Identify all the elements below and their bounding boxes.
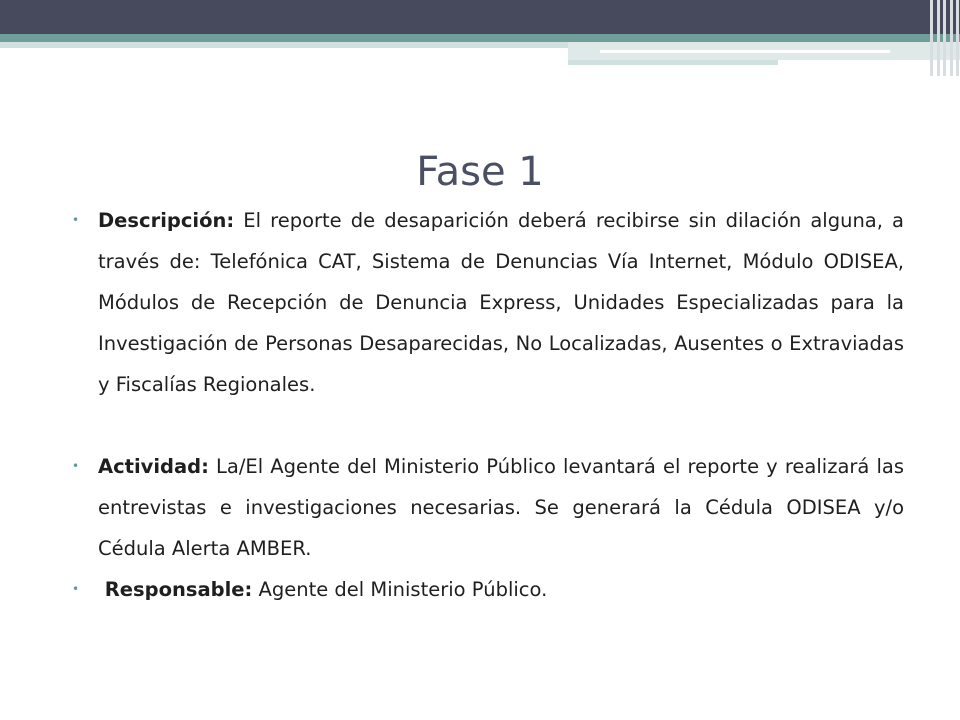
bullet-icon: •	[72, 213, 80, 227]
item-term: Actividad:	[98, 455, 209, 478]
list-item-responsable	[72, 569, 904, 610]
slide-title: Fase 1	[416, 148, 544, 195]
list-item-descripcion	[72, 200, 904, 405]
header-light-band-lower	[568, 60, 778, 65]
bullet-list	[72, 200, 904, 610]
list-item-actividad	[72, 446, 904, 569]
header-vertical-lines	[928, 0, 960, 76]
header-light-band-left	[0, 42, 568, 48]
item-term: Descripción:	[98, 209, 235, 232]
bullet-icon: •	[72, 582, 80, 596]
item-term: Responsable:	[98, 578, 253, 601]
item-text: El reporte de desaparición deberá recibirse sin dilación alguna, a través de: Telefónica CAT, Sistema de Denuncias Vía Internet, Módulo ODISEA, Módulos de Recepción de Denuncia Express, Unidades Especializadas para la Investigación de Personas Desaparecidas, No Localizadas, Ausentes o Extraviadas y Fiscalías Regionales.	[98, 209, 904, 396]
item-text: Agente del Ministerio Público.	[252, 578, 548, 601]
header-white-line	[600, 50, 890, 53]
header-dark-band	[0, 0, 960, 34]
bullet-icon: •	[72, 459, 80, 473]
item-text: La/El Agente del Ministerio Público levantará el reporte y realizará las entrevistas e investigaciones necesarias. Se generará la Cédula ODISEA y/o Cédula Alerta AMBER.	[98, 455, 904, 560]
header-teal-band	[0, 34, 960, 42]
